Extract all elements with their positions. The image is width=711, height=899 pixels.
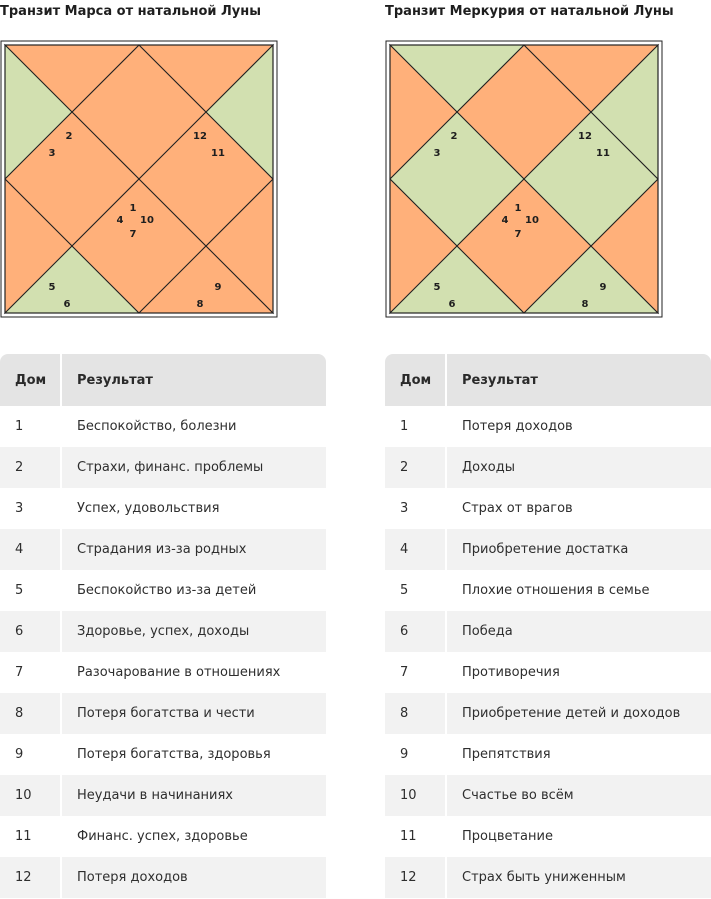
house-number-label: 6 xyxy=(448,299,456,310)
house-number-cell: 5 xyxy=(385,570,447,611)
table-row xyxy=(385,447,711,488)
column-header-result: Результат xyxy=(62,354,326,406)
table-row xyxy=(385,775,711,816)
house-number-label: 3 xyxy=(433,148,441,159)
house-number-cell: 9 xyxy=(0,734,62,775)
house-number-label: 5 xyxy=(433,282,441,293)
house-number-cell: 6 xyxy=(385,611,447,652)
house-number-label: 11 xyxy=(596,148,610,159)
house-number-label: 12 xyxy=(578,131,592,142)
result-cell: Страх от врагов xyxy=(462,501,573,516)
house-number-label: 8 xyxy=(196,299,204,310)
table-row xyxy=(0,570,326,611)
table-row xyxy=(385,488,711,529)
table-row xyxy=(0,529,326,570)
table-row xyxy=(0,488,326,529)
table-row xyxy=(0,693,326,734)
house-number-cell: 10 xyxy=(0,775,62,816)
result-cell: Беспокойство из-за детей xyxy=(77,583,257,598)
result-cell: Успех, удовольствия xyxy=(77,501,220,516)
result-cell: Разочарование в отношениях xyxy=(77,665,281,680)
house-number-label: 12 xyxy=(193,131,207,142)
house-number-label: 4 xyxy=(116,215,124,226)
table-row xyxy=(0,447,326,488)
table-header-row xyxy=(0,354,326,406)
house-number-cell: 8 xyxy=(0,693,62,734)
result-cell: Финанс. успех, здоровье xyxy=(77,829,248,844)
column-header-house: Дом xyxy=(0,354,62,406)
house-number-cell: 1 xyxy=(0,406,62,447)
result-cell: Страх быть униженным xyxy=(447,857,711,898)
house-number-label: 2 xyxy=(450,131,458,142)
table-row xyxy=(0,816,326,857)
result-cell: Потеря богатства и чести xyxy=(62,693,326,734)
house-chart xyxy=(0,40,278,318)
result-cell: Потеря богатства, здоровья xyxy=(77,747,271,762)
result-cell: Процветание xyxy=(462,829,553,844)
chart-title: Транзит Меркурия от натальной Луны xyxy=(385,4,674,19)
house-number-label: 9 xyxy=(214,282,222,293)
table-row xyxy=(385,611,711,652)
table-row xyxy=(385,734,711,775)
result-cell: Доходы xyxy=(447,447,711,488)
house-chart xyxy=(385,40,663,318)
table-row xyxy=(385,570,711,611)
table-row xyxy=(385,406,711,447)
result-cell: Страхи, финанс. проблемы xyxy=(62,447,326,488)
house-number-label: 2 xyxy=(65,131,73,142)
table-row xyxy=(0,734,326,775)
result-cell: Победа xyxy=(447,611,711,652)
result-cell: Плохие отношения в семье xyxy=(462,583,650,598)
house-number-label: 4 xyxy=(501,215,509,226)
house-number-cell: 9 xyxy=(385,734,447,775)
result-cell: Страдания из-за родных xyxy=(62,529,326,570)
house-number-label: 5 xyxy=(48,282,56,293)
house-number-label: 11 xyxy=(211,148,225,159)
house-number-cell: 11 xyxy=(385,816,447,857)
house-number-cell: 12 xyxy=(385,857,447,898)
chart-title: Транзит Марса от натальной Луны xyxy=(0,4,262,19)
result-cell: Противоречия xyxy=(462,665,560,680)
result-cell: Счастье во всём xyxy=(447,775,711,816)
result-cell: Беспокойство, болезни xyxy=(77,419,237,434)
table-row xyxy=(385,816,711,857)
house-number-label: 1 xyxy=(514,203,522,214)
result-cell: Потеря доходов xyxy=(462,419,573,434)
table-row xyxy=(385,652,711,693)
house-number-label: 9 xyxy=(599,282,607,293)
house-number-cell: 3 xyxy=(385,488,447,529)
result-cell: Приобретение детей и доходов xyxy=(447,693,711,734)
house-number-cell: 8 xyxy=(385,693,447,734)
result-cell: Препятствия xyxy=(462,747,551,762)
house-number-cell: 10 xyxy=(385,775,447,816)
house-number-label: 7 xyxy=(129,229,137,240)
table-header-row xyxy=(385,354,711,406)
house-number-label: 8 xyxy=(581,299,589,310)
result-cell: Неудачи в начинаниях xyxy=(62,775,326,816)
house-number-cell: 2 xyxy=(385,447,447,488)
column-header-result: Результат xyxy=(447,354,711,406)
table-row xyxy=(385,857,711,898)
table-row xyxy=(385,529,711,570)
table-row xyxy=(0,652,326,693)
house-number-label: 3 xyxy=(48,148,56,159)
house-number-cell: 2 xyxy=(0,447,62,488)
house-number-cell: 5 xyxy=(0,570,62,611)
house-number-cell: 1 xyxy=(385,406,447,447)
house-number-label: 6 xyxy=(63,299,71,310)
result-cell: Здоровье, успех, доходы xyxy=(62,611,326,652)
house-number-label: 10 xyxy=(140,215,154,226)
table-row xyxy=(0,857,326,898)
result-cell: Потеря доходов xyxy=(62,857,326,898)
house-number-cell: 3 xyxy=(0,488,62,529)
table-row xyxy=(0,775,326,816)
house-number-cell: 11 xyxy=(0,816,62,857)
house-number-cell: 6 xyxy=(0,611,62,652)
house-number-label: 7 xyxy=(514,229,522,240)
house-number-cell: 7 xyxy=(0,652,62,693)
house-number-cell: 4 xyxy=(0,529,62,570)
column-header-house: Дом xyxy=(385,354,447,406)
table-row xyxy=(0,406,326,447)
table-row xyxy=(385,693,711,734)
results-table xyxy=(0,354,326,898)
house-number-label: 10 xyxy=(525,215,539,226)
results-table xyxy=(385,354,711,898)
result-cell: Приобретение достатка xyxy=(447,529,711,570)
house-number-label: 1 xyxy=(129,203,137,214)
house-number-cell: 4 xyxy=(385,529,447,570)
table-row xyxy=(0,611,326,652)
house-number-cell: 12 xyxy=(0,857,62,898)
house-number-cell: 7 xyxy=(385,652,447,693)
